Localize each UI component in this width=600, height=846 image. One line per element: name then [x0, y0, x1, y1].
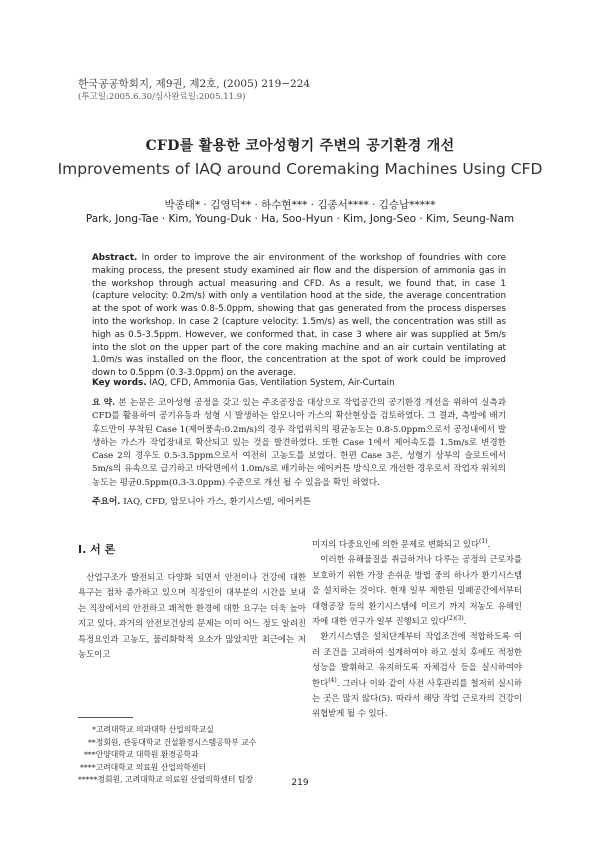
abstract-text: In order to improve the air environment of the workshop of foundries with core making process, the present study examined air flow and the dispersion of ammonia gas in the workshop through actual measuring and CFD. As a result, we found that, in case 1 (capture velocity: 0.2m/s) with only a ventilation hood at the side, the average concentration at the spot of work was 0.8-5.0ppm, showing that gas generated from the process disperses into the workshop. In case 2 (capture velocity: 1.5m/s) as well, the concentration was still as high as 0.5-3.5ppm. However, we conformed that, in case 3 where air was supplied at 5m/s into the slot on the upper part of the core making machine and an air curtain ventilating at 1.0m/s was installed on the floor, the concentration at the spot of work could be improved down to 0.5ppm (0.3-3.0ppm) on the average. — [92, 253, 506, 379]
korean-abstract — [92, 397, 506, 490]
intro-paragraph-1-cont — [312, 537, 522, 552]
footnote: ****고려대학교 의료원 산업의학센터 — [80, 762, 206, 772]
citation-ref: (1) — [479, 538, 488, 546]
footnote-divider — [78, 717, 133, 718]
intro-paragraph-3 — [312, 629, 522, 721]
citation-ref: (2)(3) — [446, 615, 464, 623]
korean-keywords-label: 주요어. — [92, 497, 121, 507]
submission-dates: (투고일:2005.6.30/심사완료일:2005.11.9) — [78, 92, 246, 102]
keywords — [92, 378, 506, 388]
text-span: 미지의 다중요인에 의한 문제로 변화되고 있다 — [312, 539, 480, 549]
intro-paragraph-2 — [312, 552, 522, 629]
citation-ref: (4) — [328, 676, 337, 684]
text-span: 이러한 유해물질을 취급하거나 다루는 공정의 근로자를 보호하기 위한 가장 손쉬운 방법 중의 하나가 환기시스템을 설치하는 것이다. 현재 일부 제한된 밀폐공간에서부터 대형공장 등의 환기시스템에 이르기 까지 저농도 유해인자에 대한 연구가 일부 진행되고 있다 — [312, 554, 522, 627]
title-korean: CFD를 활용한 코아성형기 주변의 공기환경 개선 — [145, 138, 455, 154]
text-span: . 그러나 이와 같이 사전 사후관리를 철저히 실시하는 곳은 많지 않다(5). 따라서 해당 작업 근로자의 건강이 위협받게 될 수 있다. — [312, 677, 522, 719]
text-span: . — [487, 539, 491, 549]
korean-keywords — [92, 494, 506, 507]
left-column — [78, 570, 306, 662]
korean-abstract-label: 요 약. — [92, 398, 116, 408]
footnote: ***안양대학교 대학원 환경공학과 — [84, 750, 199, 760]
title-english: Improvements of IAQ around Coremaking Machines Using CFD — [57, 160, 543, 178]
journal-citation: 한국공공학회지, 제9권, 제2호, (2005) 219−224 — [78, 78, 311, 90]
korean-keywords-text: IAQ, CFD, 암모니아 가스, 환기시스템, 에어커튼 — [123, 497, 312, 507]
abstract-label: Abstract. — [92, 253, 138, 263]
authors-english: Park, Jong-Tae · Kim, Young-Duk · Ha, Soo-Hyun · Kim, Jong-Seo · Kim, Seung-Nam — [85, 213, 515, 225]
text-span: . — [463, 616, 467, 627]
text-span: 환기시스템은 설치단계부터 작업조건에 적합하도록 여러 조건을 고려하여 설계하여야 하고 설치 후에도 적정한 성능을 발휘하고 유지하도록 자체검사 등을 실시하여야 한다 — [312, 631, 522, 688]
journal-header — [78, 78, 310, 104]
abstract — [92, 252, 506, 380]
section-heading-introduction: I. 서 론 — [78, 543, 116, 556]
intro-paragraph-1: 산업구조가 발전되고 다양화 되면서 안전이나 건강에 대한 욕구는 점차 증가하고 있으며 직장인이 대부분의 시간을 보내는 직장에서의 안전하고 쾌적한 환경에 대한 요구는 더욱 높아지고 있다. 과거의 안전보건상의 문제는 이미 어느 정도 알려진 특정요인과 고농도, 물리화학적 요소가 많았지만 최근에는 저농도이고 — [78, 572, 306, 660]
korean-abstract-text: 본 논문은 코아성형 공정을 갖고 있는 주조공장을 대상으로 작업공간의 공기환경 개선을 위하여 실측과 CFD를 활용하여 공기유동과 성형 시 발생하는 암모니아 가스의 확산현상을 검토하였다. 그 결과, 측방에 배기후드만이 부착된 Case 1(제어풍속:0.2m/s)의 경우 작업위치의 평균농도는 0.8-5.0ppm으로서 공정내에서 발생하는 가스가 작업장내로 확산되고 있는 것을 발견하였다. 또한 Case 1에서 제어속도를 1.5m/s로 변경한 Case 2의 경우도 0.5-3.5ppm으로서 여전히 고농도를 보였다. 한편 Case 3은, 성형기 상부의 슬로트에서 5m/s의 유속으로 급기하고 바닥면에서 1.0m/s로 배기하는 에어커튼 방식으로 개선한 경우로서 작업자 위치의 농도는 평균0.5ppm(0.3-3.0ppm) 수준으로 개선 될 수 있음을 확인 하였다. — [92, 398, 506, 488]
footnote: *고려대학교 의과대학 산업의학교실 — [92, 725, 214, 734]
authors-korean: 박종태* · 김영덕** · 하수현*** · 김종서**** · 김승남***** — [164, 199, 436, 211]
keywords-text: IAQ, CFD, Ammonia Gas, Ventilation System, Air-Curtain — [149, 378, 395, 388]
footnote: *****정회원, 고려대학교 의료원 산업의학센터 팀장 — [78, 775, 253, 785]
footnote: **정회원, 관동대학교 건설환경시스템공학부 교수 — [88, 737, 257, 747]
page-number: 219 — [291, 778, 309, 788]
right-column — [312, 537, 522, 722]
keywords-label: Key words. — [92, 378, 147, 388]
